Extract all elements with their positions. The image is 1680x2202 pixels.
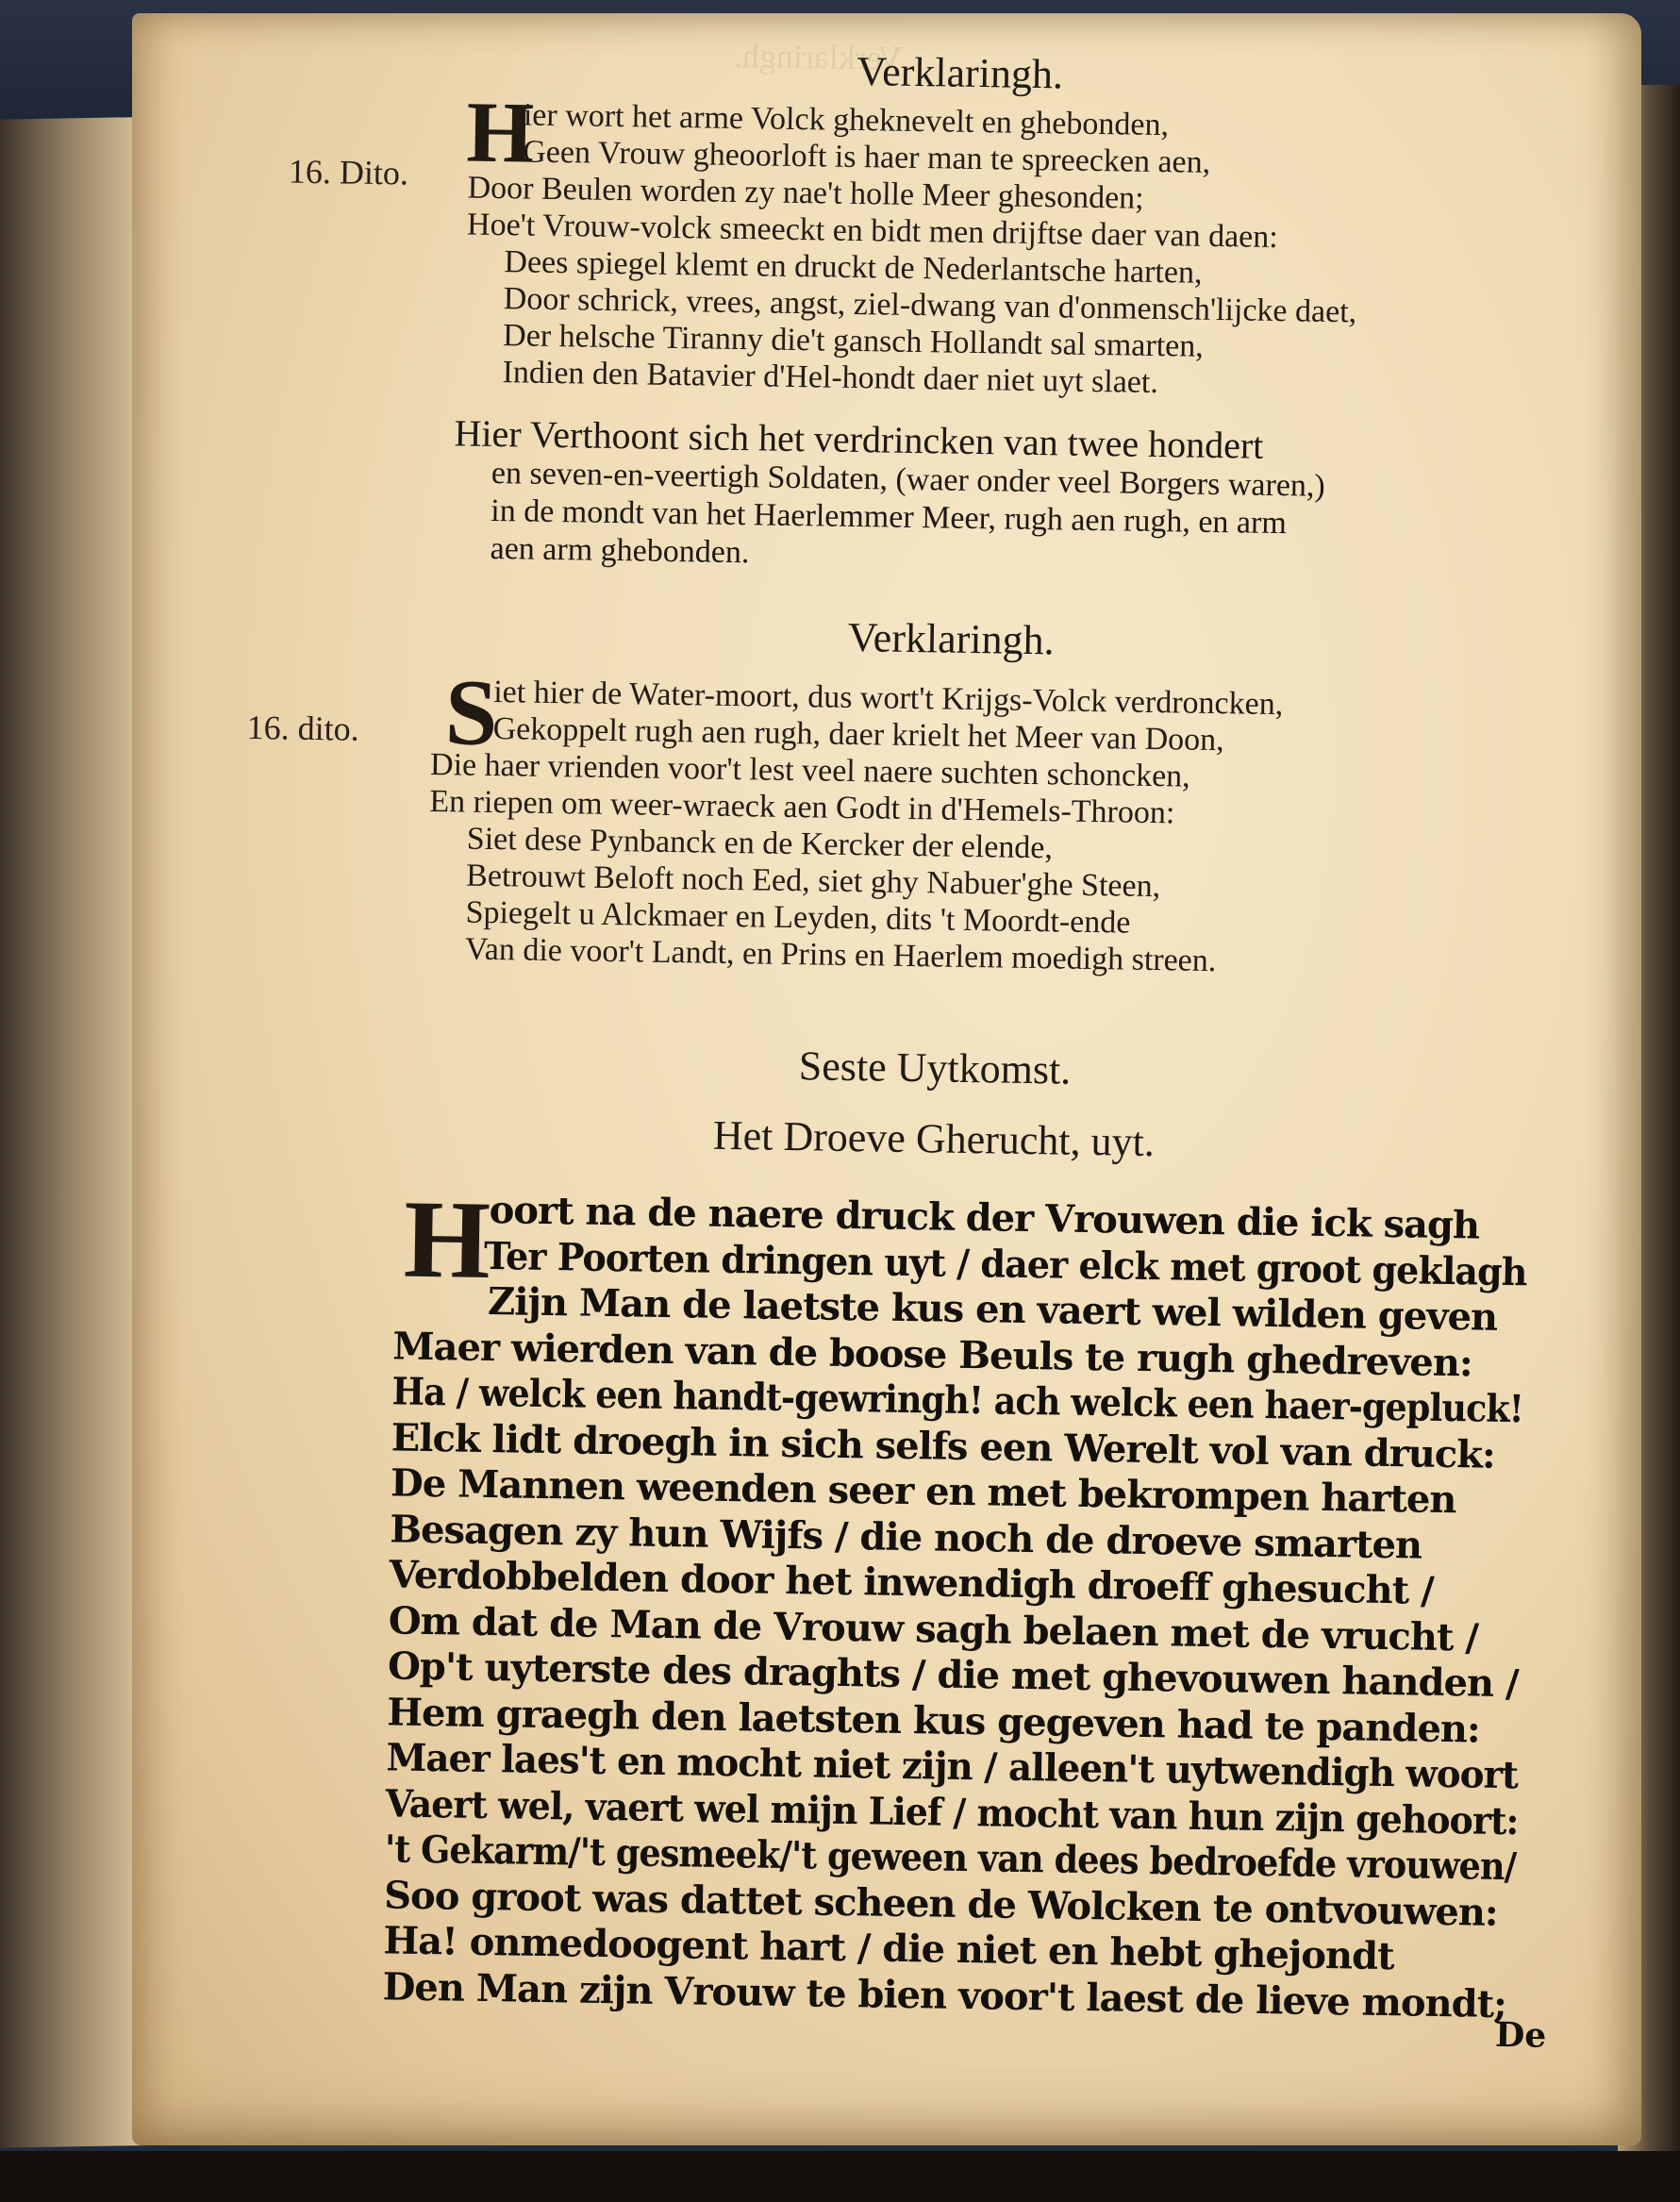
poem-line: Ha / welck een handt-gewringh! ach welck een haer-gepluck! [391, 1369, 1524, 1432]
verse-line: Door schrick, vrees, angst, ziel-dwang van d'onmensch'lijcke daet, [503, 281, 1357, 330]
poem-line: Op't uyterste des draghts / die met ghevouwen handen / [387, 1643, 1519, 1707]
poem-line: oort na de naere druck der Vrouwen die ick sagh [489, 1188, 1480, 1248]
poem-line: Maer wierden van de boose Beuls te rugh ghedreven: [392, 1323, 1473, 1385]
poem-line: Hem graegh den laetsten kus gegeven had te panden: [386, 1689, 1481, 1752]
verse-line: Siet dese Pynbanck en de Kercker der elende, [466, 821, 1054, 866]
poem-line: Ter Poorten dringen uyt / daer elck met groot geklagh [483, 1233, 1527, 1294]
section2-side-reference: 16. dito. [246, 708, 359, 748]
verse-line: Dees spiegel klemt en druckt de Nederlantsche harten, [504, 244, 1203, 291]
poem-line: Den Man zijn Vrouw te bien voor't laest de lieve mondt; [382, 1963, 1507, 2027]
catchword: De [1494, 2014, 1547, 2056]
poem-line: Besagen zy hun Wijfs / die noch de droeve smarten [389, 1506, 1422, 1568]
section1-verse [464, 96, 1359, 405]
bleed-through: Verklaringh. [733, 36, 904, 77]
poem-line: Vaert wel, vaert wel mijn Lief / mocht van hun zijn gehoort: [385, 1780, 1519, 1843]
drowning-heading [452, 412, 1325, 580]
verse-line: Spiegelt u Alckmaer en Leyden, dits 't Moordt-ende [465, 894, 1131, 941]
section3-initial: H [403, 1176, 491, 1303]
section1-initial: H [465, 83, 535, 181]
heading-line: Hier Verthoont sich het verdrincken van twee hondert [454, 411, 1264, 467]
heading-line: in de mondt van het Haerlemmer Meer, rugh aen rugh, en arm [491, 492, 1288, 542]
verse-line: ier wort het arme Volck gheknevelt en ghebonden, [523, 97, 1170, 143]
section3-subtitle: Het Droeve Gherucht, uyt. [712, 1111, 1156, 1166]
section2-title: Verklaringh. [847, 613, 1055, 664]
verse-line: iet hier de Water-moort, dus wort't Krijgs-Volck verdroncken, [492, 675, 1284, 723]
verse-line: Hoe't Vrouw-volck smeeckt en bidt men drijftse daer van daen: [466, 207, 1279, 256]
poem-line: Soo groot was dattet scheen de Wolcken te ontvouwen: [383, 1872, 1499, 1935]
section3-title: Seste Uytkomst. [798, 1043, 1072, 1093]
poem-line: Om dat de Man de Vrouw sagh belaen met de vrucht / [388, 1597, 1479, 1660]
section2-verse [427, 673, 1284, 980]
poem-line: Ha! onmedoogent hart / die niet en hebt ghejondt [383, 1918, 1394, 1979]
poem-line: Maer laes't en mocht niet zijn / alleen't uytwendigh woort [386, 1735, 1519, 1798]
poem-line: Zijn Man de laetste kus en vaert wel wilden geven [487, 1279, 1498, 1340]
poem-line: Verdobbelden door het inwendigh droeff ghesucht / [389, 1552, 1435, 1613]
poem-line: Elck lidt droegh in sich selfs een Werelt vol van druck: [391, 1414, 1496, 1477]
verse-line: Indien den Batavier d'Hel-hondt daer niet uyt slaet. [502, 355, 1159, 401]
heading-line: aen arm ghebonden. [490, 530, 750, 571]
blackletter-poem [382, 1176, 1634, 2029]
verse-line: Van die voor't Landt, en Prins en Haerlem moedigh streen. [464, 931, 1217, 979]
verse-line: Der helsche Tiranny die't gansch Hollandt sal smarten, [502, 318, 1205, 364]
verse-line: Door Beulen worden zy nae't holle Meer ghesonden; [467, 170, 1144, 216]
verse-line: Gekoppelt rugh aen rugh, daer krielt het Meer van Doon, [492, 711, 1225, 759]
verse-line: Die haer vrienden voor't lest veel naere suchten schoncken, [429, 746, 1191, 794]
verse-line: Geen Vrouw gheoorloft is haer man te spreecken aen, [522, 134, 1211, 180]
verse-line: Betrouwt Beloft noch Eed, siet ghy Nabuer'ghe Steen, [465, 858, 1161, 905]
poem-line: De Mannen weenden seer en met bekrompen harten [390, 1460, 1456, 1523]
poem-line: 't Gekarm/'t gesmeek/'t geween van dees bedroefde vrouwen/ [384, 1827, 1517, 1890]
heading-line: en seven-en-veertigh Soldaten, (waer onder veel Borgers waren,) [491, 455, 1326, 504]
section1-side-reference: 16. Dito. [288, 152, 409, 192]
section1-title: Verklaringh. [856, 47, 1064, 98]
verse-line: En riepen om weer-wraeck aen Godt in d'Hemels-Throon: [429, 783, 1175, 831]
section2-initial: S [444, 659, 499, 766]
